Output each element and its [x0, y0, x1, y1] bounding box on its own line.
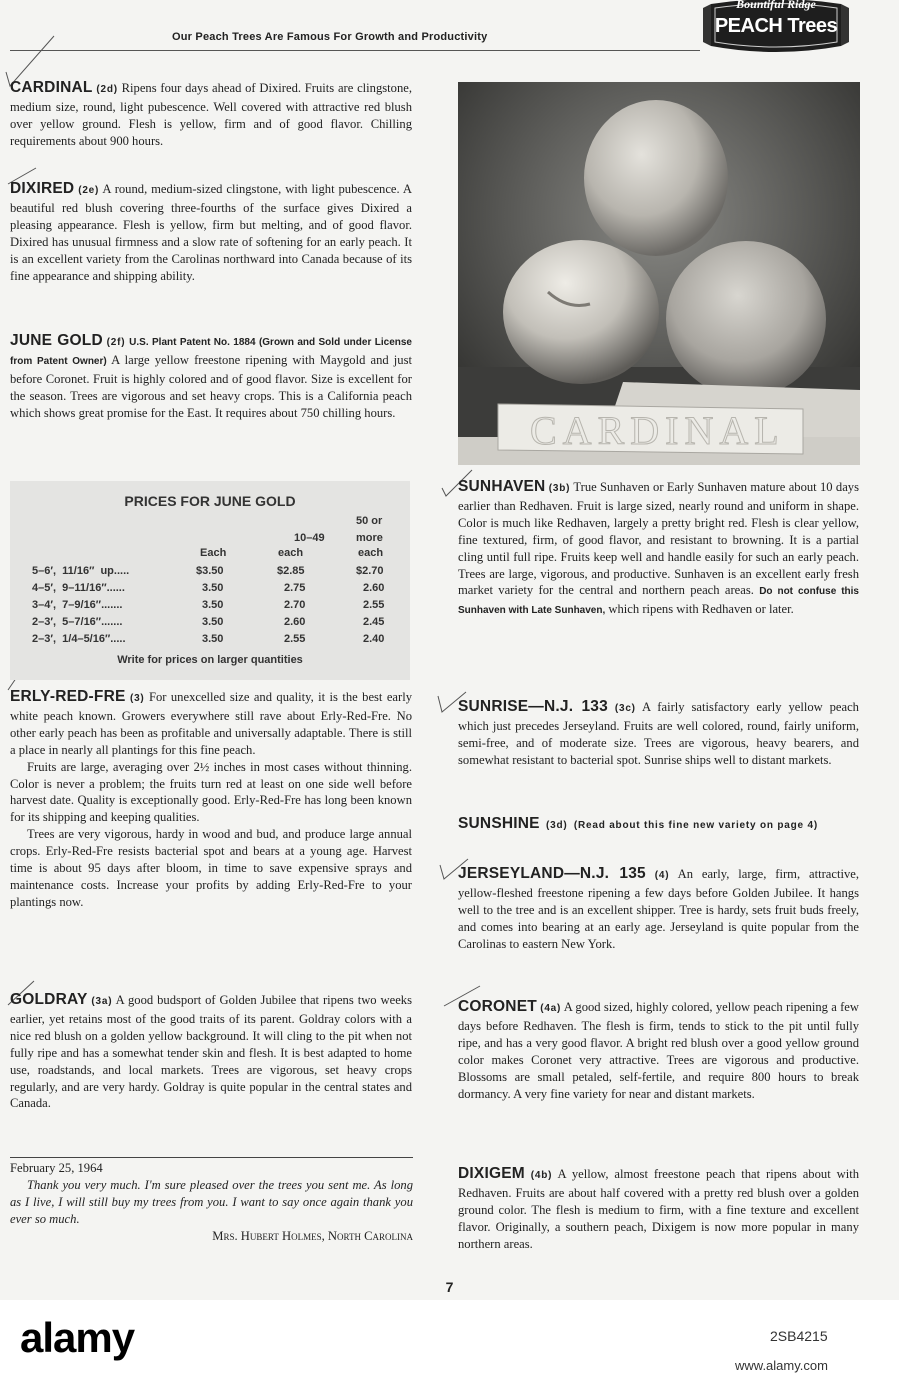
price-50-more: $2.70 [356, 565, 384, 577]
entry-jerseyland [458, 866, 859, 953]
price-table-note: Write for prices on larger quantities [117, 654, 303, 666]
price-50-more: 2.40 [363, 633, 385, 645]
variety-name: DIXIGEM [458, 1165, 525, 1182]
variety-description: A good sized, highly colored, yellow peach ripening a few days before Redhaven. The flesh is firm, tends to stick to the pit until fully ripe, and has a very good flavor. A bright red blush over a good yellow ground color makes Coronet very attractive. Trees are vigorous and productive. Blossoms are small petaled, self-fertile, and require 800 hours to break dormancy. A very fine variety for near and distant markets. [458, 1000, 859, 1101]
variety-name: JERSEYLAND—N.J. 135 [458, 865, 646, 882]
watermark-footer [0, 1300, 899, 1390]
price-10-49: 2.60 [284, 616, 306, 628]
entry-june-gold [10, 333, 412, 422]
variety-name: SUNSHINE [458, 815, 540, 832]
entry-goldray [10, 992, 412, 1112]
col-header: 10–49 [294, 532, 325, 544]
variety-code: (4a) [540, 1003, 562, 1014]
price-each: 3.50 [202, 599, 224, 611]
sign-text: CARDINAL [530, 408, 785, 453]
price-10-49: 2.70 [284, 599, 306, 611]
price-50-more: 2.60 [363, 582, 385, 594]
variety-name: DIXIRED [10, 180, 75, 197]
price-each: 3.50 [202, 616, 224, 628]
price-each: 3.50 [202, 582, 224, 594]
variety-code: (3a) [91, 996, 113, 1007]
price-size: 3–4′, 7–9/16″....... [32, 599, 123, 611]
variety-code: (4b) [530, 1170, 553, 1181]
entry-dixigem [458, 1166, 859, 1253]
variety-name: CARDINAL [10, 79, 93, 96]
testimonial-rule [10, 1157, 413, 1158]
watermark-url: www.alamy.com [735, 1358, 828, 1373]
alamy-logo: alamy [20, 1314, 135, 1361]
variety-code: (2d) [96, 84, 118, 95]
variety-note: (Read about this fine new variety on page 4) [573, 820, 818, 831]
entry-sunrise [458, 699, 859, 769]
variety-code: (3b) [548, 483, 571, 494]
variety-code: (3c) [614, 703, 636, 714]
price-size: 5–6′, 11/16″ up..... [32, 565, 130, 577]
entry-coronet [458, 999, 859, 1102]
header-tagline: Our Peach Trees Are Famous For Growth and Productivity [172, 31, 488, 43]
price-size: 2–3′, 1/4–5/16″..... [32, 633, 126, 645]
logo-top-text: Bountiful Ridge [736, 0, 816, 11]
price-each: 3.50 [202, 633, 224, 645]
logo-main-text: PEACH Trees [714, 15, 838, 37]
variety-name: GOLDRAY [10, 991, 88, 1008]
image-id: 2SB4215 [770, 1328, 828, 1344]
price-size: 4–5′, 9–11/16″...... [32, 582, 125, 594]
variety-code: (3d) [546, 820, 568, 831]
variety-description: A fairly satisfactory early yellow peach which just precedes Jerseyland. Fruits are well colored, round, fairly uniform, semi-free, and of moderate size. Trees are vigorous, heavy bearers, and somewhat resistant to bacterial spot. Sunrise ships well to distant markets. [458, 700, 859, 767]
price-10-49: $2.85 [277, 565, 305, 577]
variety-name: CORONET [458, 998, 537, 1015]
price-10-49: 2.55 [284, 633, 306, 645]
price-10-49: 2.75 [284, 582, 306, 594]
variety-description: For unexcelled size and quality, it is the best early white peach known. Growers everywhere still rave about Erly-Red-Fre. No other early peach has been as profitable and universally adaptable. There is still a place in nearly all plantings for this fine peach. [10, 690, 413, 757]
variety-code: (2e) [78, 185, 100, 196]
variety-description: A good budsport of Golden Jubilee that ripens two weeks earlier, yet retains most of the good traits of its parent. Goldray colors with a nice red blush on a golden yellow background. It will cling to the pit when not fully ripe and has a somewhat tender skin and flesh. It is best adapted to home use, roadstands, and local markets. Trees are vigorous, set heavy crops regularly, and are very hardy. Goldray is quite popular in the central states and Canada. [10, 993, 412, 1111]
variety-description: A large yellow freestone ripening with Maygold and just before Coronet. Fruit is highly colored and of good flavor. Size is excellent for the season. Trees are vigorous and set heavy crops. This is a California peach which shows great promise for the East. It requires about 750 chilling hours. [10, 352, 412, 420]
header-rule [10, 50, 700, 51]
testimonial-author: Mrs. Hubert Holmes, North Carolina [212, 1228, 413, 1243]
variety-name: ERLY-RED-FRE [10, 688, 126, 705]
variety-description: True Sunhaven or Early Sunhaven mature about 10 days earlier than Redhaven. Fruit is large sized, nearly round and uniform in shape. Color is much like Redhaven, largely a pretty bright red. Flesh is clear yellow, fine textured, firm, of good flavor, and resistant to browning. It is a partial cling until full ripe. Fruits keep well and handle easily for such an early peach. Trees are large, vigorous, and productive. Sunhaven is an excellent early fresh market variety for the central and northern peach areas. [458, 480, 859, 598]
entry-dixired [10, 181, 412, 284]
patent-note: U.S. Plant Patent No. 1884 (Grown and Sold under License from Patent Owner) [10, 337, 412, 367]
testimonial-quote: Thank you very much. I'm sure pleased over the trees you sent me. As long as I live, I will still buy my trees from you. I want to say once again thank you ever so much. [10, 1177, 413, 1226]
variety-name: SUNRISE—N.J. 133 [458, 698, 608, 715]
price-50-more: 2.45 [363, 616, 385, 628]
testimonial [10, 1160, 413, 1245]
variety-name: JUNE GOLD [10, 332, 103, 349]
col-header: each [278, 547, 304, 559]
col-header: more [356, 532, 383, 544]
variety-name: SUNHAVEN [458, 478, 546, 495]
entry-cardinal [10, 80, 412, 150]
price-size: 2–3′, 5–7/16″....... [32, 616, 123, 628]
cardinal-peaches-image [458, 82, 860, 465]
testimonial-date: February 25, 1964 [10, 1161, 103, 1175]
variety-paragraph: Trees are very vigorous, hardy in wood and bud, and produce large annual crops. Erly-Red-Fre resists bacterial spot and bears at a young age. Harvest time is about 95 days after bloom, in time to save expensive sprays and maintenance costs. Increase your profits by adding Erly-Red-Fre to your plantings now. [10, 827, 412, 909]
col-header: Each [200, 547, 227, 559]
price-table-june-gold [10, 481, 410, 680]
variety-description: Ripens four days ahead of Dixired. Fruits are clingstone, medium size, round, light pubescence. Well covered with attractive red blush over yellow ground. Flesh is yellow, firm and of good flavor. Chilling requirements about 900 hours. [10, 81, 413, 148]
variety-code: (2f) [106, 337, 126, 348]
variety-warning: Do not confuse this Sunhaven with Late Sunhaven, [458, 586, 859, 617]
variety-paragraph: Fruits are large, averaging over 2½ inches in most cases without thinning. Color is never a problem; the fruits turn red at least on one side well before harvest date. Quality is exceptionally good. Erly-Red-Fre has long been known for its shipping and keeping qualities. [10, 759, 412, 825]
variety-code: (4) [654, 870, 670, 881]
variety-description-tail: which ripens with Redhaven or later. [608, 602, 794, 617]
entry-sunshine [458, 816, 859, 835]
variety-code: (3) [129, 693, 145, 704]
entry-sunhaven [458, 479, 859, 620]
peach-trees-logo [703, 0, 849, 56]
entry-erly-red-fre [10, 689, 412, 911]
page-number: 7 [445, 1279, 454, 1295]
variety-description: An early, large, firm, attractive, yellow-fleshed freestone ripening a few days before Golden Jubilee. It hangs well to the tree and is an excellent shipper. Tree is hardy, sets fruit buds freely, and comes into bearing at an early age. Jerseyland is quite popular from the Carolinas to eastern New York. [458, 867, 859, 951]
peach-photo [458, 82, 860, 465]
variety-description: A yellow, almost freestone peach that ripens about with Redhaven. Fruits are about half covered with a pretty red blush over a golden ground color. The flesh is medium to firm, with a fine texture and excellent flavor. Originally, a southern peach, Dixigem is now more popular in many northern areas. [458, 1167, 859, 1251]
price-table-title: PRICES FOR JUNE GOLD [124, 493, 296, 509]
col-header: 50 or [356, 515, 383, 527]
price-each: $3.50 [196, 565, 224, 577]
col-header: each [358, 547, 384, 559]
variety-description: A round, medium-sized clingstone, with light pubescence. A beautiful red blush covering three-fourths of the surface gives Dixired a pleasing appearance. Flesh is yellow, firm but melting, and of good flavor. Dixired has unusual firmness and a slow rate of softening for an early peach. It is an excellent variety from the Carolinas northward into Canada because of its fine appearance and shipping ability. [10, 182, 412, 283]
price-50-more: 2.55 [363, 599, 385, 611]
